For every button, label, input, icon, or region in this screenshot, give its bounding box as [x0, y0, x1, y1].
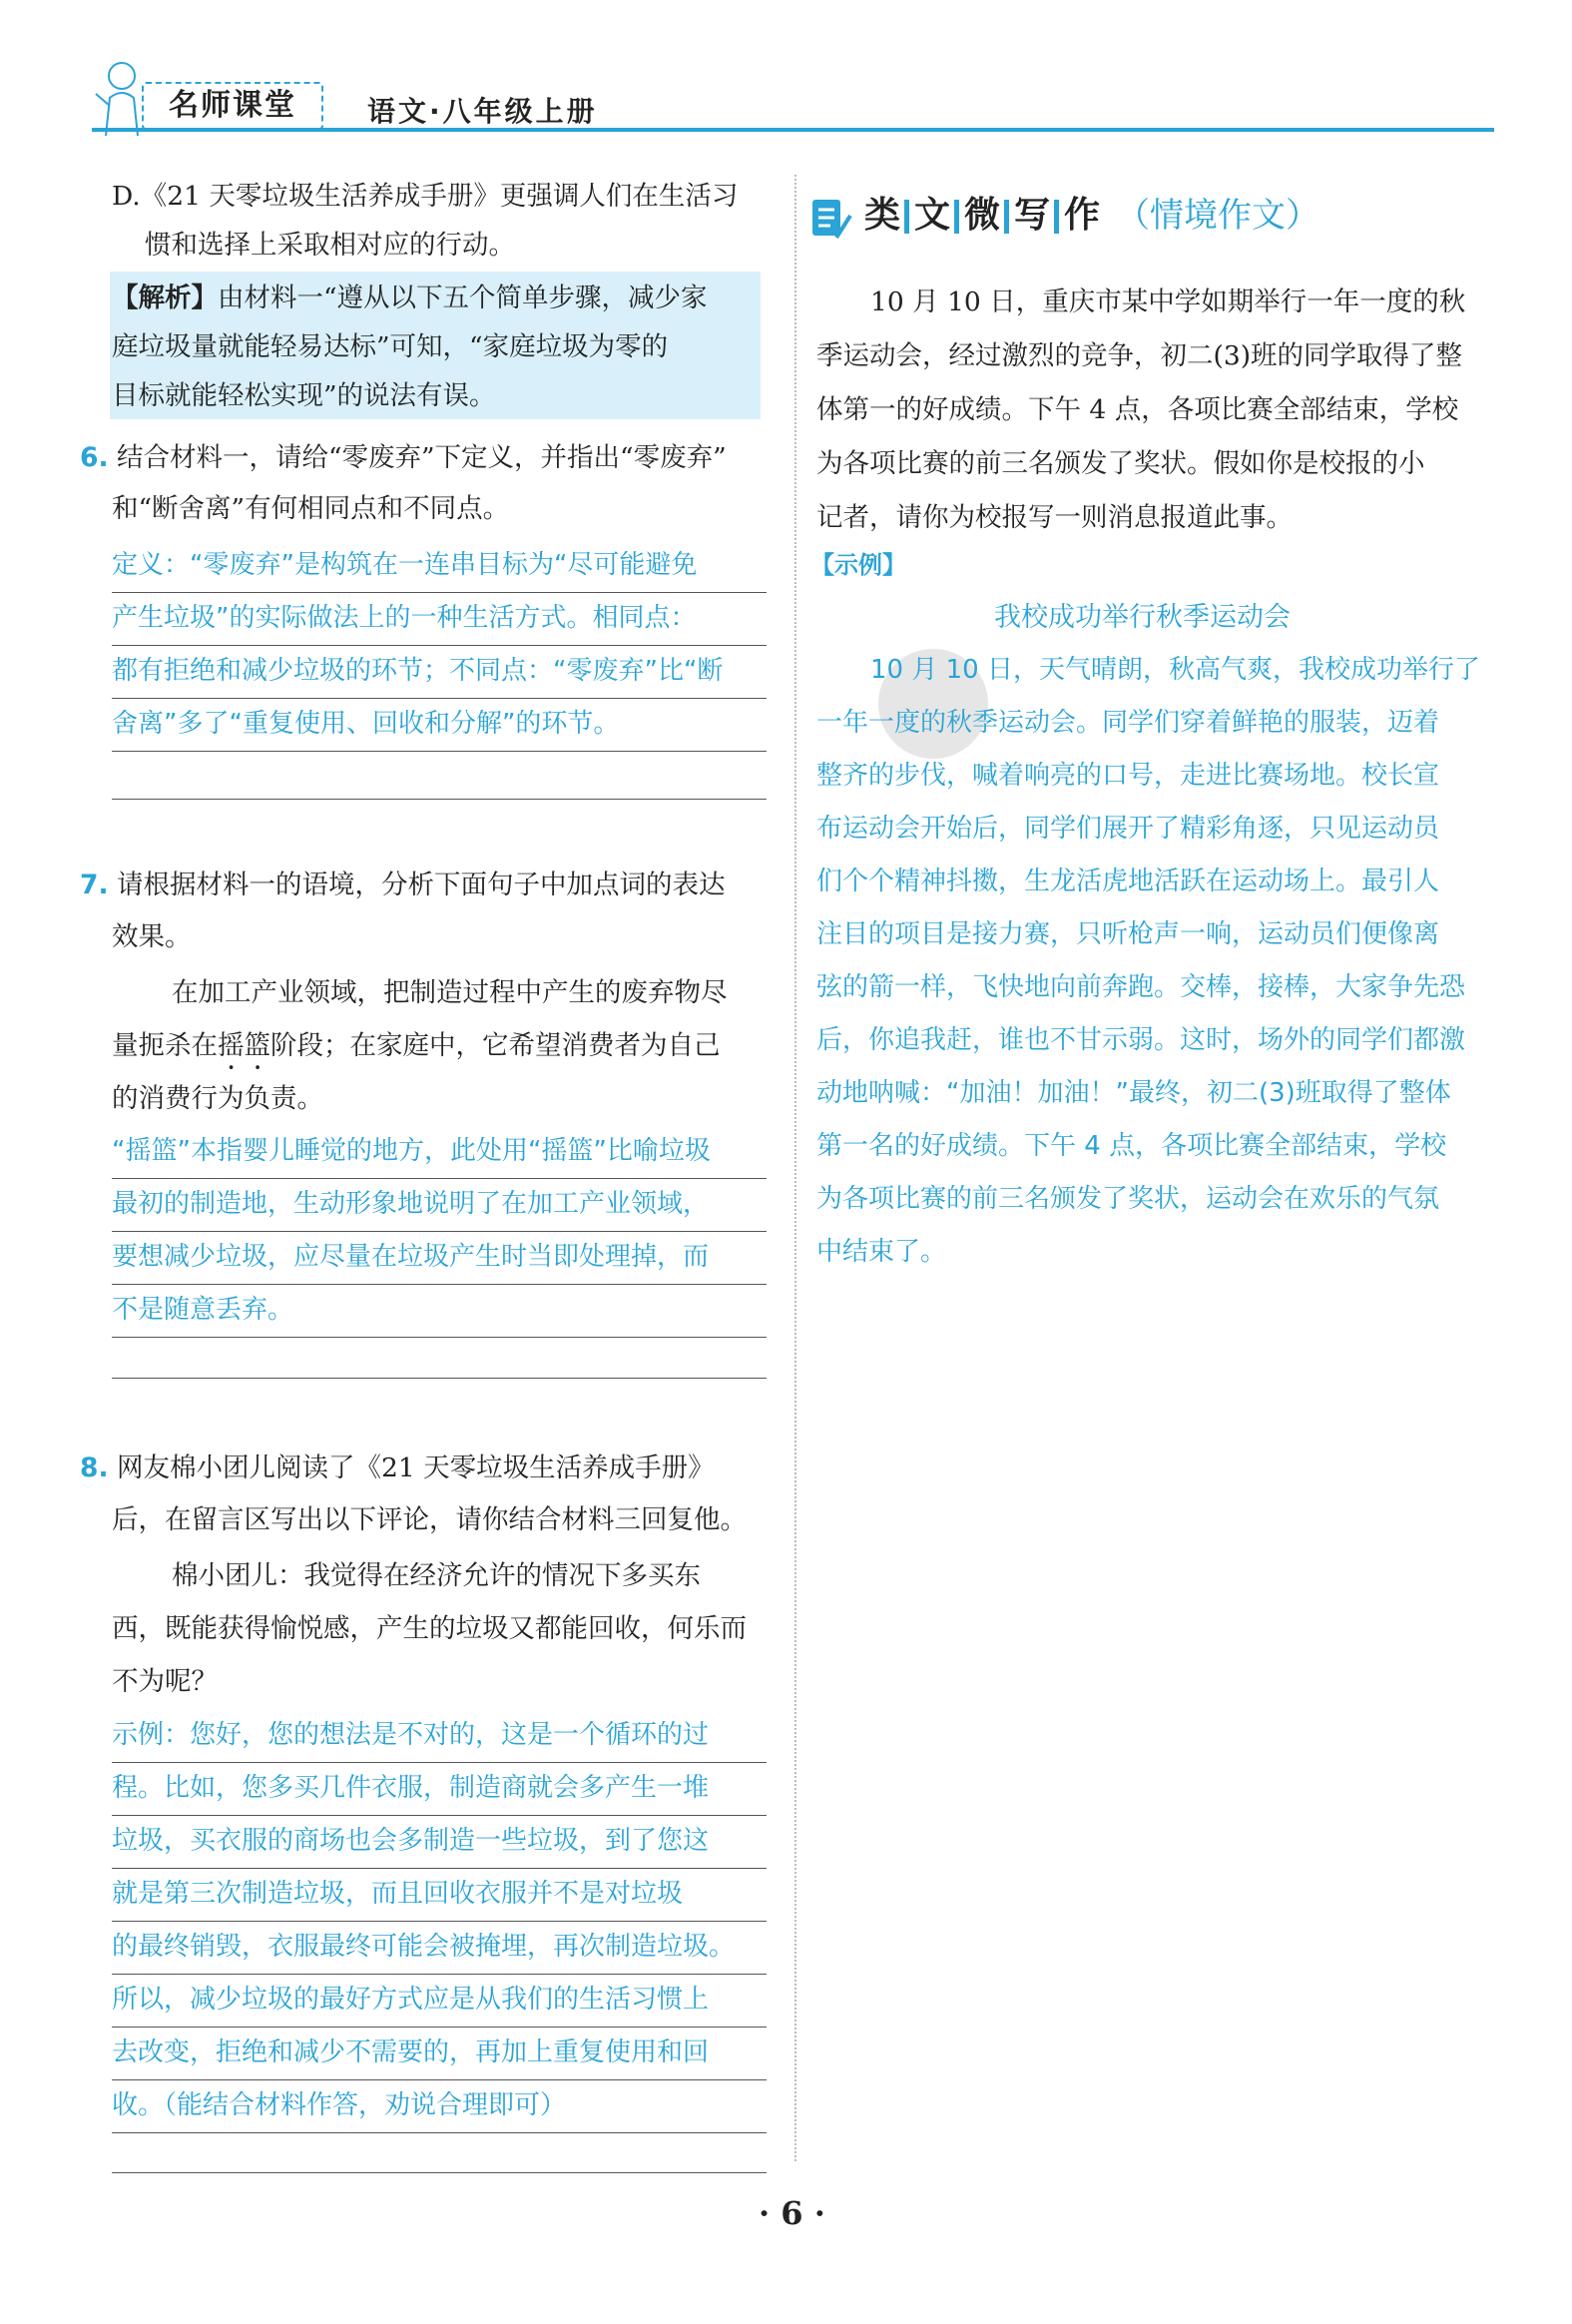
q8-blank-line — [112, 2172, 767, 2173]
q7-quote-2 — [112, 1019, 721, 1076]
brand-title: 名师课堂 — [142, 82, 323, 130]
analysis-tag: 【解析】 — [112, 283, 218, 313]
page-number: · 6 · — [759, 2194, 825, 2232]
header-rule — [92, 128, 1494, 132]
prompt-line-5: 记者，请你为校报写一则消息报道此事。 — [816, 502, 1293, 533]
q8-answer-line-8: 收。（能结合材料作答，劝说合理即可） — [112, 2079, 767, 2133]
example-line-3: 整齐的步伐，喊着响亮的口号，走进比赛场地。校长宣 — [816, 761, 1440, 791]
subject-label: 语文·八年级上册 — [367, 95, 598, 128]
q8-quote-3: 不为呢？ — [112, 1666, 218, 1697]
q7-line-1 — [80, 859, 725, 911]
q8-answer-line-5: 的最终销毁，衣服最终可能会被掩埋，再次制造垃圾。 — [112, 1921, 767, 1975]
q7-quote-3: 的消费行为负责。 — [112, 1083, 323, 1114]
q7-dotted-word: 摇篮 — [218, 1030, 270, 1061]
section-char-5: 作 — [1064, 195, 1101, 236]
section-sep-1 — [904, 200, 909, 234]
example-line-10: 第一名的好成绩。下午 4 点，各项比赛全部结束，学校 — [816, 1131, 1447, 1161]
prompt-line-4: 为各项比赛的前三名颁发了奖状。假如你是校报的小 — [816, 448, 1425, 479]
q7-quote-2-post: 阶段；在家庭中，它希望消费者为自己 — [270, 1030, 721, 1061]
q6-line-2: 和“断舍离”有何相同点和不同点。 — [112, 493, 510, 524]
example-line-11: 为各项比赛的前三名颁发了奖状，运动会在欢乐的气氛 — [816, 1184, 1440, 1214]
q6-answer-line-1: 定义：“零废弃”是构筑在一连串目标为“尽可能避免 — [112, 539, 767, 593]
q8-answer-line-7: 去改变，拒绝和减少不需要的，再加上重复使用和回 — [112, 2027, 767, 2080]
q6-blank-line — [112, 799, 767, 800]
q8-answer-line-2: 程。比如，您多买几件衣服，制造商就会多产生一堆 — [112, 1762, 767, 1816]
example-line-2: 一年一度的秋季运动会。同学们穿着鲜艳的服装，迈着 — [816, 708, 1440, 738]
analysis-line-1 — [112, 272, 708, 324]
q6-line-1 — [80, 431, 727, 484]
q6-number: 6. — [80, 442, 109, 473]
section-char-2: 文 — [914, 195, 951, 236]
example-line-7: 弦的箭一样，飞快地向前奔跑。交棒，接棒，大家争先恐 — [816, 972, 1466, 1002]
q7-quote-2-pre: 量扼杀在 — [112, 1030, 218, 1061]
q6-answer-line-3: 都有拒绝和减少垃圾的环节；不同点：“零废弃”比“断 — [112, 645, 767, 699]
q6-answer-line-2: 产生垃圾”的实际做法上的一种生活方式。相同点： — [112, 592, 767, 646]
example-line-6: 注目的项目是接力赛，只听枪声一响，运动员们便像离 — [816, 919, 1440, 949]
q7-answer-line-4: 不是随意丢弃。 — [112, 1284, 767, 1338]
q8-answer-line-4: 就是第三次制造垃圾，而且回收衣服并不是对垃圾 — [112, 1868, 767, 1922]
q8-quote-1: 棉小团儿：我觉得在经济允许的情况下多买东 — [172, 1560, 701, 1591]
example-line-9: 动地呐喊：“加油！加油！”最终，初二(3)班取得了整体 — [816, 1078, 1451, 1108]
prompt-line-3: 体第一的好成绩。下午 4 点，各项比赛全部结束，学校 — [816, 394, 1459, 425]
q7-number: 7. — [80, 870, 109, 900]
q7-answer-line-3: 要想减少垃圾，应尽量在垃圾产生时当即处理掉，而 — [112, 1231, 767, 1285]
option-d-line-2: 惯和选择上采取相对应的行动。 — [145, 230, 515, 261]
example-tag: 【示例】 — [810, 551, 906, 579]
analysis-text-1: 由材料一“遵从以下五个简单步骤，减少家 — [218, 283, 708, 313]
example-title: 我校成功举行秋季运动会 — [994, 602, 1291, 633]
analysis-line-3: 目标就能轻松实现”的说法有误。 — [112, 380, 496, 411]
q7-blank-line — [112, 1378, 767, 1379]
q7-answer-line-2: 最初的制造地，生动形象地说明了在加工产业领域， — [112, 1178, 767, 1232]
q7-line-2: 效果。 — [112, 921, 192, 952]
column-divider — [794, 175, 796, 2161]
prompt-line-1: 10 月 10 日，重庆市某中学如期举行一年一度的秋 — [870, 287, 1466, 317]
example-line-1: 10 月 10 日，天气晴朗，秋高气爽，我校成功举行了 — [870, 655, 1480, 685]
example-line-4: 布运动会开始后，同学们展开了精彩角逐，只见运动员 — [816, 814, 1440, 844]
q8-number: 8. — [80, 1452, 109, 1483]
section-sep-2 — [954, 200, 959, 234]
q7-text-1: 请根据材料一的语境，分析下面句子中加点词的表达 — [116, 870, 726, 900]
analysis-line-2: 庭垃圾量就能轻易达标”可知，“家庭垃圾为零的 — [112, 331, 669, 362]
q8-quote-2: 西，既能获得愉悦感，产生的垃圾又都能回收，何乐而 — [112, 1613, 747, 1644]
q8-line-2: 后，在留言区写出以下评论，请你结合材料三回复他。 — [112, 1504, 747, 1535]
q6-answer-line-4: 舍离”多了“重复使用、回收和分解”的环节。 — [112, 698, 767, 752]
section-subtitle: （情境作文） — [1116, 196, 1319, 236]
q8-line-1 — [80, 1442, 715, 1494]
section-char-4: 写 — [1014, 195, 1051, 236]
section-char-3: 微 — [964, 195, 1001, 236]
q8-answer-line-6: 所以，减少垃圾的最好方式应是从我们的生活习惯上 — [112, 1974, 767, 2028]
example-line-8: 后，你追我赶，谁也不甘示弱。这时，场外的同学们都激 — [816, 1025, 1466, 1055]
section-sep-3 — [1004, 200, 1009, 234]
q8-answer-line-3: 垃圾，买衣服的商场也会多制造一些垃圾，到了您这 — [112, 1815, 767, 1869]
section-char-1: 类 — [864, 195, 901, 236]
q6-text-1: 结合材料一，请给“零废弃”下定义，并指出“零废弃” — [116, 442, 727, 473]
q8-answer-line-1: 示例：您好，您的想法是不对的，这是一个循环的过 — [112, 1709, 767, 1763]
prompt-line-2: 季运动会，经过激烈的竞争，初二(3)班的同学取得了整 — [816, 340, 1463, 371]
q7-quote-1: 在加工产业领域，把制造过程中产生的废弃物尽 — [172, 977, 728, 1008]
option-d-line-1: D.《21 天零垃圾生活养成手册》更强调人们在生活习 — [112, 181, 739, 212]
writing-icon — [810, 196, 852, 242]
q8-text-1: 网友棉小团儿阅读了《21 天零垃圾生活养成手册》 — [116, 1452, 715, 1483]
example-line-12: 中结束了。 — [816, 1237, 947, 1267]
q7-answer-line-1: “摇篮”本指婴儿睡觉的地方，此处用“摇篮”比喻垃圾 — [112, 1125, 767, 1179]
example-line-5: 们个个精神抖擞，生龙活虎地活跃在运动场上。最引人 — [816, 867, 1440, 896]
section-sep-4 — [1054, 200, 1059, 234]
